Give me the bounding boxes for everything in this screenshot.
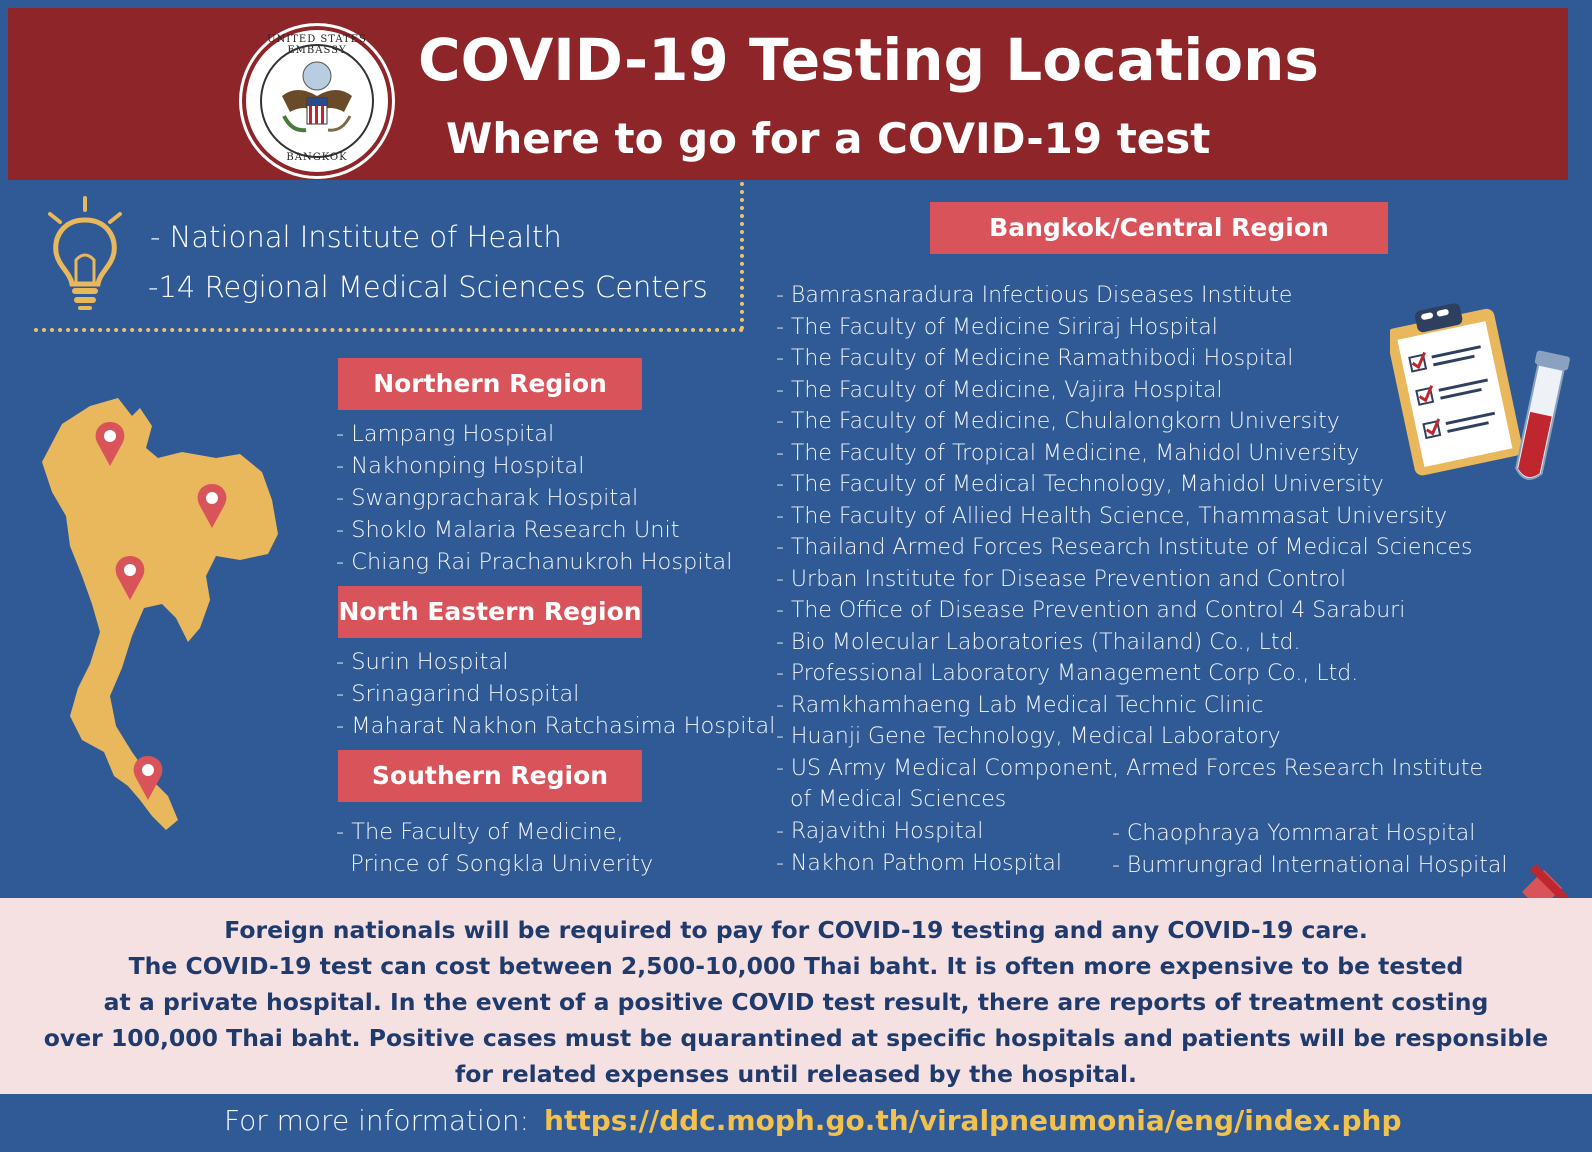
list-item: - Nakhonping Hospital: [336, 453, 585, 479]
bangkok-hospital-list: [776, 280, 1483, 816]
list-item: - The Faculty of Medical Technology, Mahidol University: [776, 472, 1384, 497]
list-item: - Lampang Hospital: [336, 421, 555, 447]
intro-line-nih: - National Institute of Health: [150, 220, 562, 254]
footer-label: For more information:: [224, 1104, 530, 1137]
northern-region-badge: Northern Region: [338, 358, 642, 410]
list-item: - Rajavithi Hospital: [776, 819, 984, 844]
list-item: - The Office of Disease Prevention and Control 4 Saraburi: [776, 598, 1406, 623]
seal-ring: [260, 44, 374, 158]
list-item: - Ramkhamhaeng Lab Medical Technic Clinic: [776, 692, 1264, 718]
list-item: - US Army Medical Component, Armed Forces Research Institute: [776, 755, 1484, 781]
eagle-icon: [262, 46, 372, 156]
list-item: - The Faculty of Allied Health Science, Thammasat University: [776, 503, 1448, 529]
list-item: - The Faculty of Medicine Ramathibodi Hospital: [776, 346, 1294, 371]
list-item: of Medical Sciences: [776, 787, 1007, 812]
bangkok-extra-list-left: [776, 816, 1062, 879]
list-item: - Chiang Rai Prachanukroh Hospital: [336, 549, 733, 575]
list-item: - Shoklo Malaria Research Unit: [336, 517, 680, 543]
intro-line-regional-centers: -14 Regional Medical Sciences Centers: [148, 270, 708, 304]
list-item: - Maharat Nakhon Ratchasima Hospital: [336, 713, 776, 739]
southern-hospital-list: [336, 816, 653, 880]
more-info-link[interactable]: https://ddc.moph.go.th/viralpneumonia/eng/index.php: [544, 1104, 1402, 1137]
list-item: - Chaophraya Yommarat Hospital: [1112, 821, 1476, 846]
list-item: - Surin Hospital: [336, 649, 509, 675]
notice-line: Foreign nationals will be required to pay for COVID-19 testing and any COVID-19 care.: [224, 916, 1368, 944]
cost-notice-text: [0, 912, 1592, 1092]
footer: [0, 1094, 1592, 1152]
list-item: - Swangpracharak Hospital: [336, 485, 639, 511]
list-item: - The Faculty of Tropical Medicine, Mahidol University: [776, 440, 1360, 466]
northern-hospital-list: [336, 418, 732, 578]
list-item: - Bamrasnaradura Infectious Diseases Institute: [776, 283, 1293, 308]
seal-bottom-text: BANGKOK: [286, 152, 348, 163]
dotted-divider-vertical: [740, 182, 744, 330]
list-item: - Urban Institute for Disease Prevention and Control: [776, 566, 1347, 592]
clipboard-test-tube-icon: [1390, 294, 1570, 494]
dotted-divider-horizontal: [34, 328, 744, 332]
list-item: - Nakhon Pathom Hospital: [776, 850, 1062, 876]
footer-info: [224, 1104, 1402, 1137]
page-title: COVID-19 Testing Locations: [418, 26, 1319, 94]
bangkok-extra-list-right: [1112, 818, 1508, 881]
list-item: - The Faculty of Medicine, Vajira Hospital: [776, 377, 1223, 403]
cost-notice-panel: [0, 898, 1592, 1094]
north-eastern-hospital-list: [336, 646, 775, 742]
notice-line: for related expenses until released by the hospital.: [455, 1060, 1137, 1088]
list-item: - The Faculty of Medicine,: [336, 819, 624, 845]
list-item: - Huanji Gene Technology, Medical Laboratory: [776, 724, 1281, 749]
notice-line: The COVID-19 test can cost between 2,500-10,000 Thai baht. It is often more expensive to be tested: [128, 952, 1464, 980]
embassy-seal-logo: [242, 26, 392, 176]
list-item: - Bumrungrad International Hospital: [1112, 852, 1508, 878]
lightbulb-icon: [42, 196, 128, 312]
list-item: - The Faculty of Medicine, Chulalongkorn University: [776, 409, 1340, 434]
list-item: - Bio Molecular Laboratories (Thailand) Co., Ltd.: [776, 629, 1301, 655]
north-eastern-region-badge: North Eastern Region: [338, 586, 642, 638]
notice-line: at a private hospital. In the event of a positive COVID test result, there are reports of treatment costing: [103, 988, 1489, 1016]
list-item: - Thailand Armed Forces Research Institute of Medical Sciences: [776, 535, 1473, 560]
bangkok-central-region-badge: Bangkok/Central Region: [930, 202, 1388, 254]
list-item: - The Faculty of Medicine Siriraj Hospital: [776, 314, 1218, 340]
notice-line: over 100,000 Thai baht. Positive cases must be quarantined at specific hospitals and patients will be responsible: [43, 1024, 1549, 1052]
list-item: - Professional Laboratory Management Corp Co., Ltd.: [776, 661, 1359, 686]
thailand-map-icon: [40, 396, 300, 846]
southern-region-badge: Southern Region: [338, 750, 642, 802]
header-banner: [8, 8, 1568, 180]
list-item: - Srinagarind Hospital: [336, 681, 580, 707]
list-item: Prince of Songkla Univerity: [336, 851, 654, 877]
seal-top-text: UNITED STATES EMBASSY: [267, 34, 367, 56]
page-subtitle: Where to go for a COVID-19 test: [446, 114, 1211, 163]
